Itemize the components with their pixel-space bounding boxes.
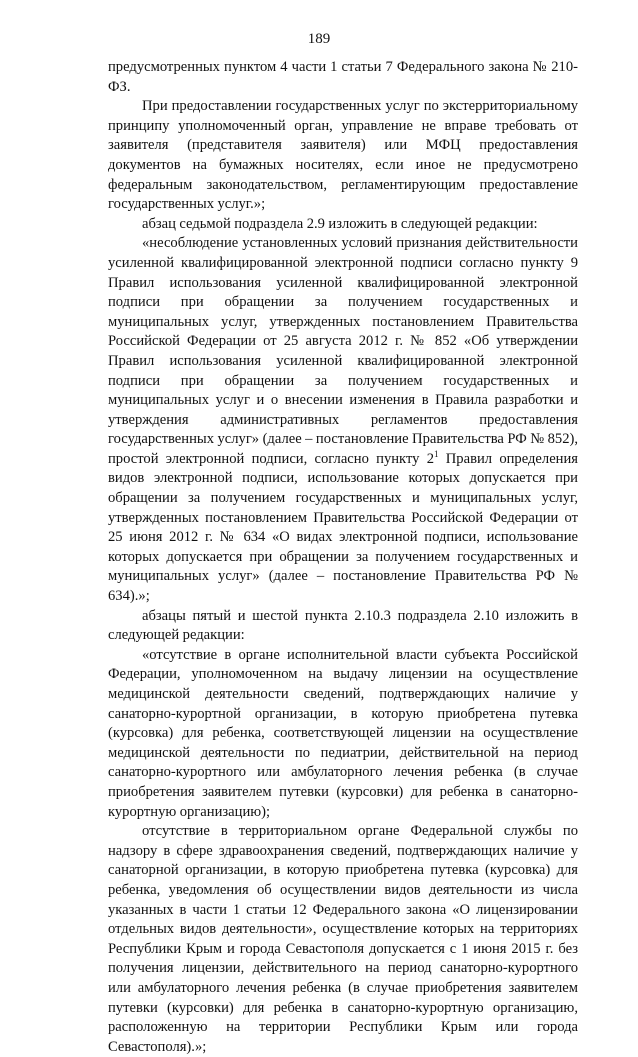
signature-text-part-1: «несоблюдение установленных условий признания действительности усиленной квалифицированной электронной подписи согласно пункту 9 Правил использования усиленной квалифицированной электронной подписи при обращении за получением государственных и муниципальных услуг, утвержденных постановлением Правительства Российской Федерации от 25 августа 2012 г. № 852 «Об утверждении Правил использования усиленной квалифицированной электронной подписи при обращении за получением государственных и муниципальных услуг и о внесении изменения в Правила разработки и утверждения административных регламентов предоставления государственных услуг» (далее – постановление Правительства РФ № 852), простой электронной подписи, согласно пункту 2 [108,235,578,467]
paragraph-quoted-license-absence: «отсутствие в органе исполнительной власти субъекта Российской Федерации, уполномоченном на выдачу лицензии на осуществление медицинской деятельности сведений, подтверждающих наличие у санаторно-курортной организации, в которую приобретена путевка (курсовка) для ребенка, соответствующей лицензии на осуществление медицинской деятельности по педиатрии, действительной на период санаторно-курортного или амбулаторного лечения ребенка (в случае приобретения заявителем путевки (курсовки) для ребенка в санаторно-курортную организацию); [108,646,578,820]
footnote-superscript: 1 [434,449,439,460]
paragraph-continuation: предусмотренных пунктом 4 части 1 статьи 7 Федерального закона № 210-ФЗ. [108,59,578,95]
paragraph-quoted-signature-text [108,234,578,606]
signature-text-part-2: Правил определения видов электронной подписи, использование которых допускается при обращении за получением государственных и муниципальных услуг, утвержденных постановлением Правительства Российской Федерации от 25 июня 2012 г. № 634 «О видах электронной подписи, использование которых допускается при обращении за получением государственных и муниципальных услуг» (далее – постановление Правительства РФ № 634).»; [108,450,578,605]
document-body [108,58,578,1057]
paragraph-extraterritorial: При предоставлении государственных услуг по экстерриториальному принципу уполномоченный орган, управление не вправе требовать от заявителя (представителя заявителя) или МФЦ предоставления документов на бумажных носителях, если иное не предусмотрено федеральным законодательством, регламентирующим предоставление государственных услуг.»; [108,98,578,213]
paragraph-amendment-2-10-3: абзацы пятый и шестой пункта 2.10.3 подраздела 2.10 изложить в следующей редакции: [108,607,578,644]
page-number: 189 [307,31,331,47]
paragraph-territorial-authority: отсутствие в территориальном органе Федеральной службы по надзору в сфере здравоохранения сведений, подтверждающих наличие у санаторной организации, в которую приобретена путевка (курсовка) для ребенка, уведомления об осуществлении видов деятельности из числа указанных в части 1 статьи 12 Федерального закона «О лицензировании отдельных видов деятельности», осуществление которых на территориях Республики Крым и города Севастополя допускается с 1 июня 2015 г. без получения лицензии, действительного на период санаторно-курортного или амбулаторного лечения ребенка (в случае приобретения заявителем путевки (курсовки) для ребенка в санаторно-курортную организацию, расположенную на территории Республики Крым или города Севастополя).»; [108,823,578,1055]
paragraph-amendment-2-9: абзац седьмой подраздела 2.9 изложить в следующей редакции: [142,215,538,232]
